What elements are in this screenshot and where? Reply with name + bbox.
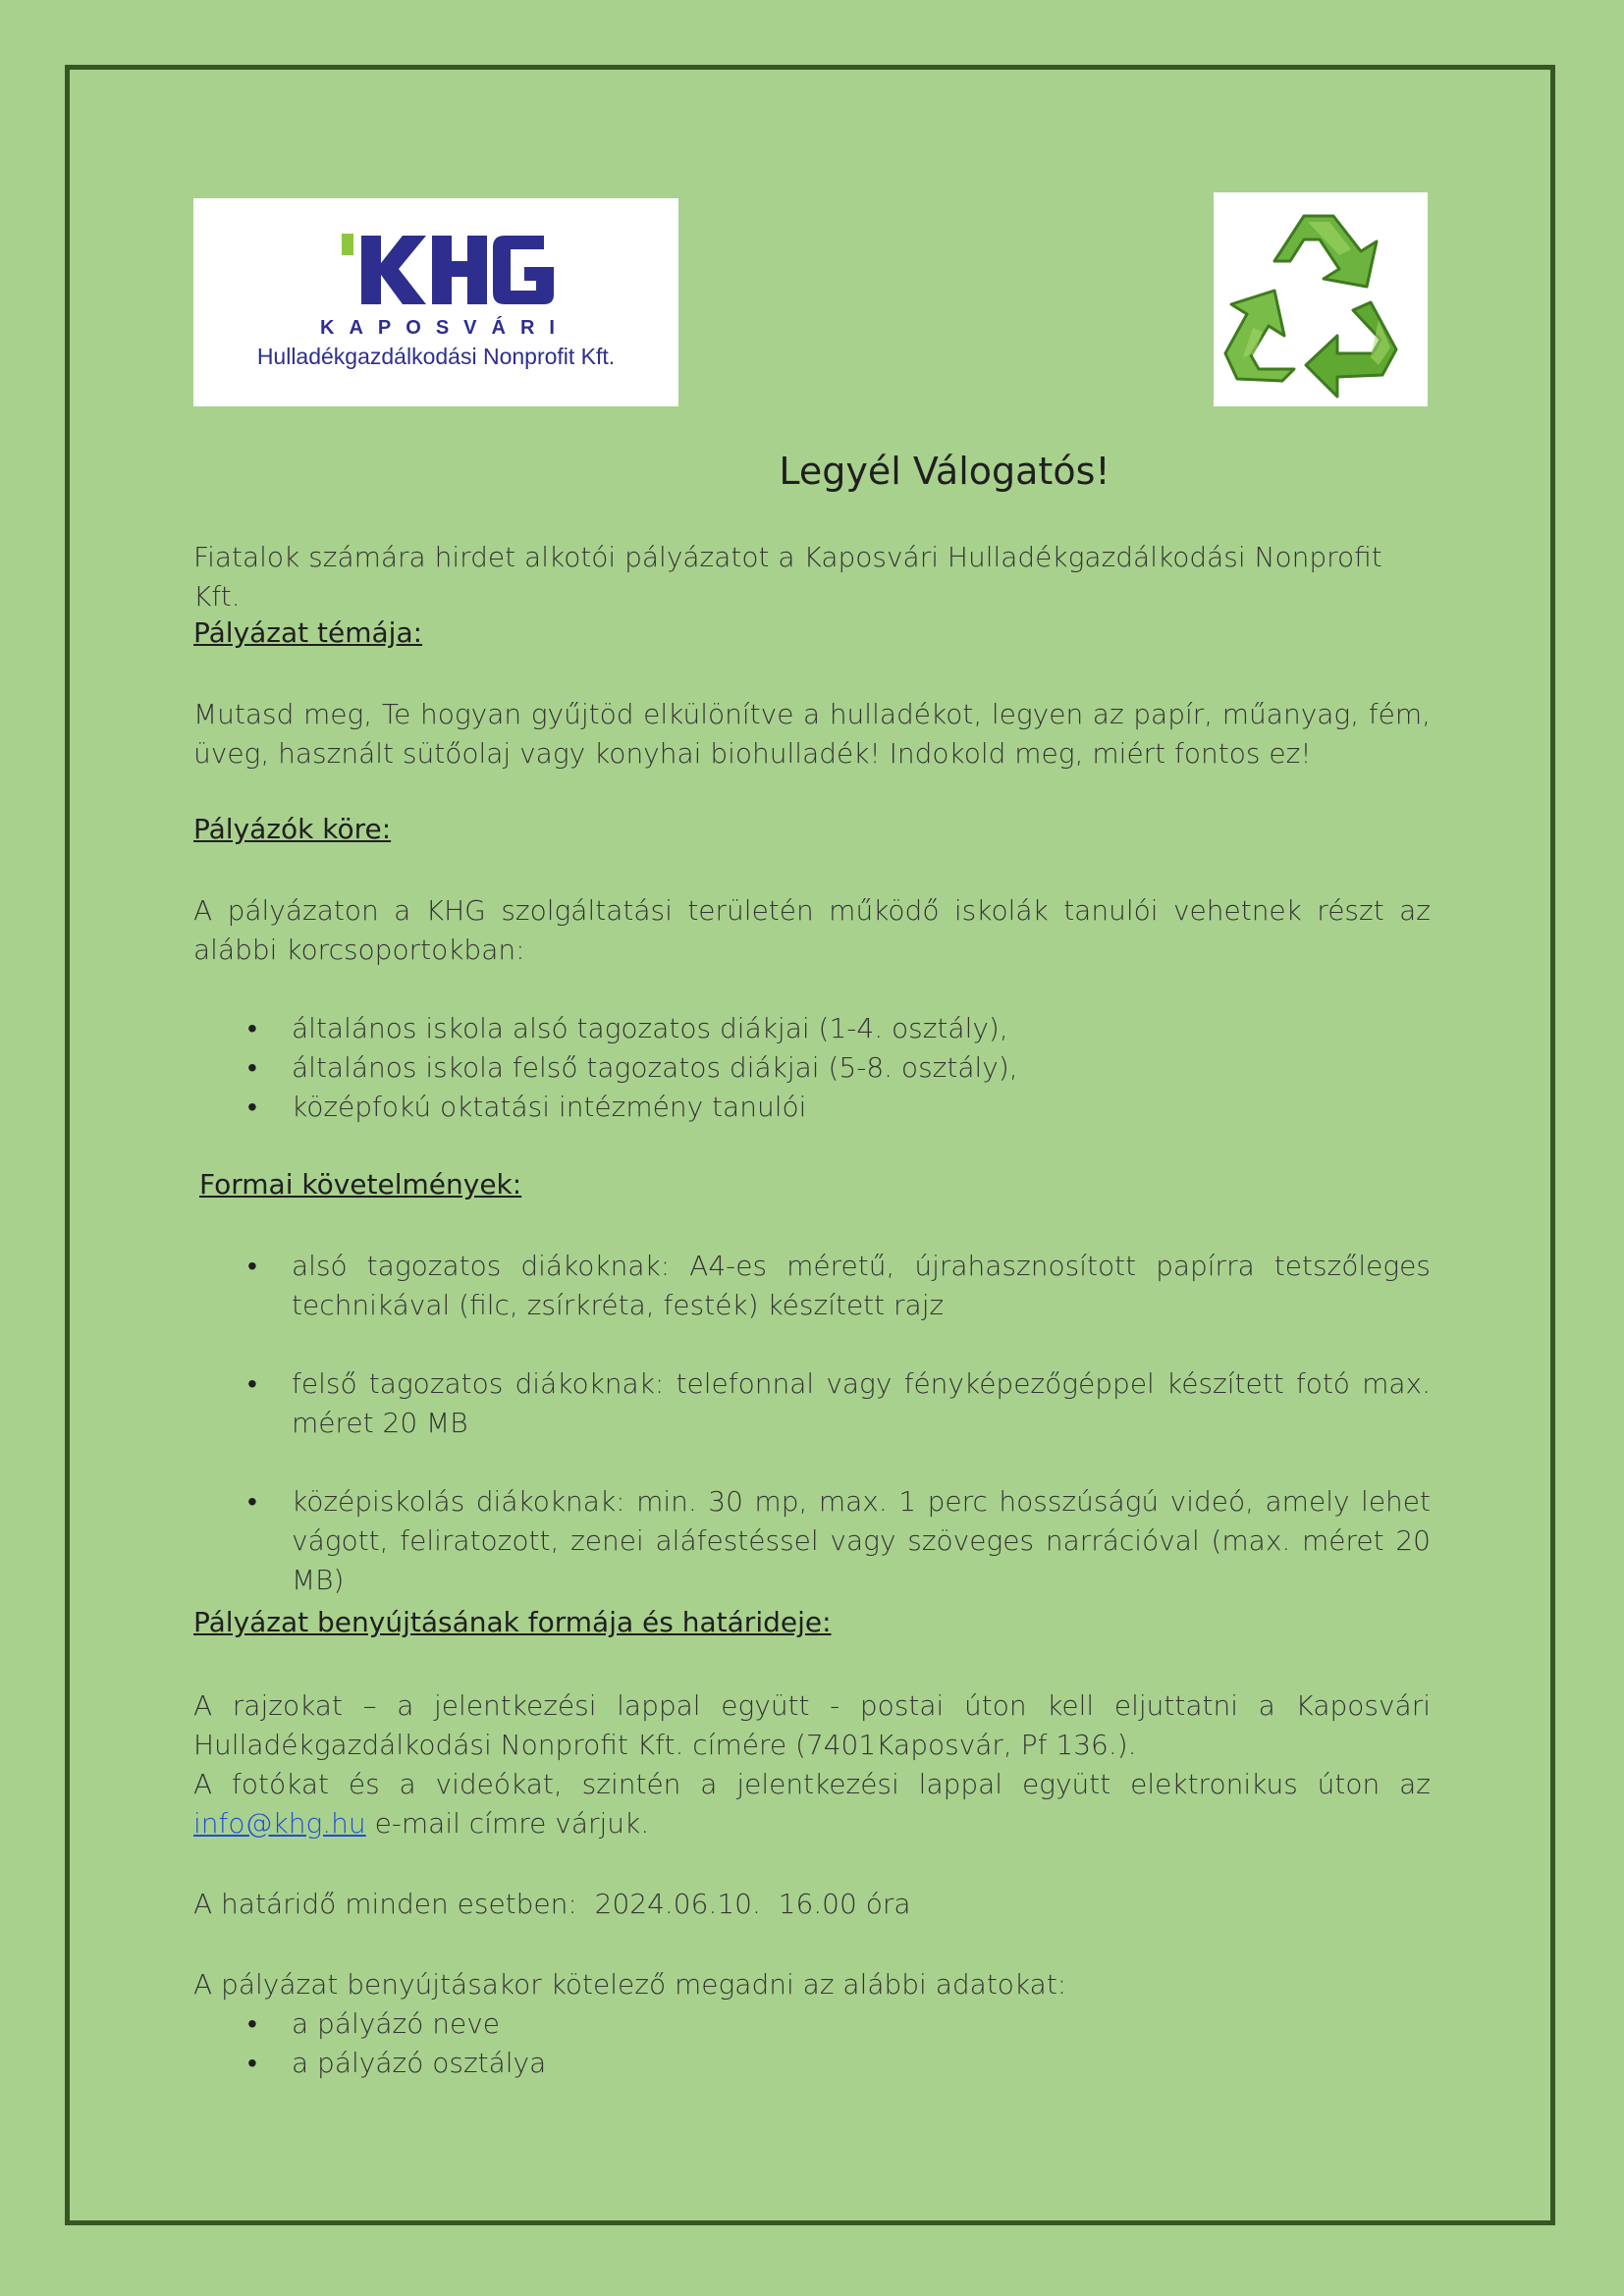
- list-item: • középiskolás diákoknak: min. 30 mp, max. 1 perc hosszúságú videó, amely lehet vágott, feliratozott, zenei aláfestéssel vagy szöveges narrációval (max. méret 20 MB): [193, 1482, 1431, 1600]
- list-item: • a pályázó neve: [193, 2004, 1431, 2044]
- submission-heading: Pályázat benyújtásának formája és határideje:: [193, 1606, 832, 1638]
- deadline-text: [193, 1885, 1431, 1924]
- age-group-list: [193, 1009, 1431, 1127]
- submission-text-electronic-tail: e-mail címre várjuk.: [365, 1807, 650, 1840]
- submission-text-electronic: [193, 1765, 1431, 1843]
- khg-logo-mark: [342, 228, 558, 304]
- list-item: • általános iskola alsó tagozatos diákjai (1-4. osztály),: [193, 1009, 1431, 1048]
- submission-text-electronic-lead: A fotókat és a videókat, szintén a jelentkezési lappal együtt elektronikus úton az: [193, 1768, 1431, 1800]
- logo-company-text: Hulladékgazdálkodási Nonprofit Kft.: [256, 344, 616, 369]
- submission-text-post: A rajzokat – a jelentkezési lappal együtt - postai úton kell eljuttatni a Kaposvári Hulladékgazdálkodási Nonprofit Kft. címére (7401Kaposvár, Pf 136.).: [193, 1689, 1431, 1761]
- theme-heading: Pályázat témája:: [193, 616, 423, 649]
- participants-text: A pályázaton a KHG szolgáltatási területén működő iskolák tanulói vehetnek részt az alábbi korcsoportokban:: [193, 894, 1431, 966]
- list-item: • alsó tagozatos diákoknak: A4-es méretű, újrahasznosított papírra tetszőleges technikával (filc, zsírkréta, festék) készített rajz: [193, 1247, 1431, 1325]
- recycle-icon: [1214, 192, 1428, 406]
- theme-text: Mutasd meg, Te hogyan gyűjtöd elkülönítve a hulladékot, legyen az papír, műanyag, fém, üveg, használt sütőolaj vagy konyhai biohulladék! Indokold meg, miért fontos ez!: [193, 698, 1431, 770]
- required-data-list: [193, 2004, 1431, 2083]
- khg-logo: [193, 198, 678, 406]
- email-link[interactable]: info@khg.hu: [193, 1807, 366, 1840]
- list-item: • a pályázó osztálya: [193, 2044, 1431, 2083]
- required-data-intro: A pályázat benyújtásakor kötelező megadni az alábbi adatokat:: [193, 1968, 1067, 2001]
- requirements-list: [193, 1247, 1431, 1639]
- logo-city-text: KAPOSVÁRI: [320, 317, 569, 339]
- list-item: • általános iskola felső tagozatos diákjai (5-8. osztály),: [193, 1048, 1431, 1088]
- intro-text: Fiatalok számára hirdet alkotói pályázatot a Kaposvári Hulladékgazdálkodási Nonprofit Kft.: [193, 541, 1382, 613]
- page-title: Legyél Válogatós!: [779, 450, 1110, 493]
- recycle-arrows-icon: [1214, 192, 1428, 406]
- requirements-heading: Formai követelmények:: [199, 1168, 522, 1201]
- deadline-value: A határidő minden esetben: 2024.06.10. 16.00 óra: [193, 1888, 911, 1920]
- participants-heading: Pályázók köre:: [193, 813, 392, 845]
- list-item: • középfokú oktatási intézmény tanulói: [193, 1088, 1431, 1127]
- list-item: • felső tagozatos diákoknak: telefonnal vagy fényképezőgéppel készített fotó max. méret 20 MB: [193, 1364, 1431, 1443]
